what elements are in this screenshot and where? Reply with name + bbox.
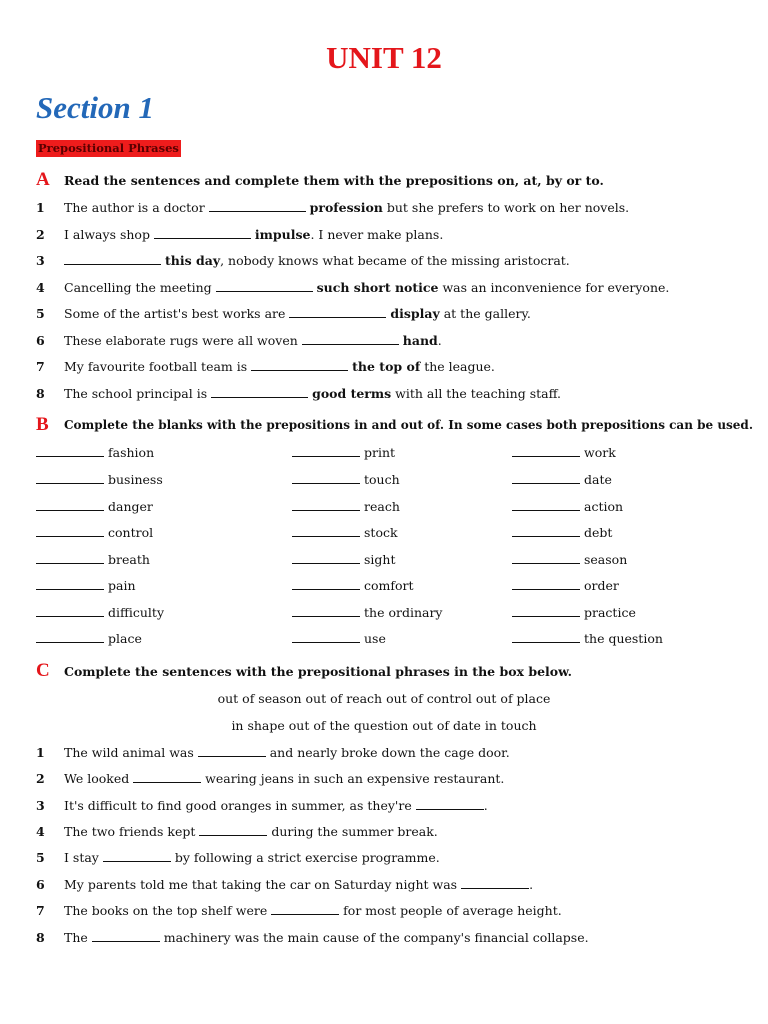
answer-blank[interactable] (416, 797, 484, 810)
answer-blank[interactable] (199, 823, 267, 836)
exercise-c-row (36, 823, 438, 841)
answer-blank[interactable] (36, 577, 104, 590)
answer-blank[interactable] (36, 444, 104, 457)
exercise-b-item (292, 604, 443, 622)
exercise-b-item (292, 551, 396, 569)
answer-blank[interactable] (512, 498, 580, 511)
exercise-b-item (36, 471, 163, 489)
answer-blank[interactable] (92, 929, 160, 942)
answer-blank[interactable] (292, 551, 360, 564)
answer-blank[interactable] (64, 252, 161, 265)
item-word: use (364, 631, 386, 646)
item-number: 6 (36, 333, 45, 348)
item-word: practice (584, 605, 636, 620)
answer-blank[interactable] (512, 524, 580, 537)
item-number: 2 (36, 227, 45, 242)
section-a-letter: A (36, 169, 50, 190)
section-c-header (36, 661, 572, 681)
item-number: 3 (36, 253, 45, 268)
exercise-b-item (36, 604, 164, 622)
answer-blank[interactable] (36, 551, 104, 564)
sentence-text: the league. (420, 359, 495, 374)
topic-label: Prepositional Phrases (38, 141, 179, 155)
answer-blank[interactable] (133, 770, 201, 783)
exercise-a-row (36, 226, 443, 244)
item-word: place (108, 631, 142, 646)
exercise-b-item (292, 630, 386, 648)
section-c-instruction: Complete the sentences with the prepositional phrases in the box below. (64, 663, 572, 679)
exercise-c-row (36, 849, 440, 867)
sentence-text: We looked (64, 771, 134, 786)
exercise-b-item (36, 630, 142, 648)
unit-title: UNIT 12 (326, 40, 442, 75)
item-number: 2 (36, 771, 45, 786)
answer-blank[interactable] (292, 630, 360, 643)
exercise-b-item (292, 524, 398, 542)
answer-blank[interactable] (36, 471, 104, 484)
item-word: difficulty (108, 605, 165, 620)
key-phrase: the top of (352, 359, 421, 374)
exercise-a-row (36, 279, 669, 297)
sentence-text: I always shop (64, 227, 154, 242)
exercise-a-row (36, 199, 629, 217)
sentence-text: by following a strict exercise programme. (170, 850, 440, 865)
exercise-b-item (292, 498, 400, 516)
item-word: debt (584, 525, 613, 540)
exercise-b-item (512, 498, 623, 516)
item-number: 7 (36, 359, 45, 374)
sentence-text: My favourite football team is (64, 359, 252, 374)
sentence-text: during the summer break. (267, 824, 438, 839)
answer-blank[interactable] (211, 385, 308, 398)
sentence-text: was an inconvenience for everyone. (438, 280, 670, 295)
exercise-a-row (36, 305, 531, 323)
sentence-text: The (64, 930, 92, 945)
item-word: comfort (364, 578, 414, 593)
item-word: fashion (108, 445, 155, 460)
sentence-text: wearing jeans in such an expensive restaurant. (201, 771, 505, 786)
exercise-b-item (36, 444, 154, 462)
exercise-b-item (36, 498, 153, 516)
sentence-text: machinery was the main cause of the company's financial collapse. (159, 930, 589, 945)
item-number: 5 (36, 306, 45, 321)
exercise-a-row (36, 332, 442, 350)
exercise-c-row (36, 929, 589, 947)
answer-blank[interactable] (103, 849, 171, 862)
sentence-text: . (529, 877, 534, 892)
exercise-c-row (36, 797, 488, 815)
phrase-box-line-1: out of season out of reach out of control out of place (217, 691, 551, 706)
answer-blank[interactable] (36, 498, 104, 511)
sentence-text: Some of the artist's best works are (64, 306, 290, 321)
item-word: work (584, 445, 616, 460)
section-a-instruction: Read the sentences and complete them with the prepositions on, at, by or to. (64, 172, 604, 188)
answer-blank[interactable] (512, 471, 580, 484)
key-phrase: hand (402, 333, 438, 348)
sentence-text: , nobody knows what became of the missing aristocrat. (220, 253, 570, 268)
exercise-b-item (36, 577, 136, 595)
exercise-b-item (292, 471, 400, 489)
item-word: pain (108, 578, 136, 593)
key-phrase: such short notice (316, 280, 439, 295)
answer-blank[interactable] (292, 604, 360, 617)
answer-blank[interactable] (512, 551, 580, 564)
answer-blank[interactable] (289, 305, 386, 318)
sentence-text: at the gallery. (439, 306, 531, 321)
item-word: business (108, 472, 163, 487)
item-number: 6 (36, 877, 45, 892)
sentence-text: with all the teaching staff. (391, 386, 562, 401)
item-number: 1 (36, 745, 45, 760)
sentence-text: The two friends kept (64, 824, 200, 839)
item-word: sight (364, 552, 396, 567)
item-number: 8 (36, 930, 45, 945)
answer-blank[interactable] (271, 902, 339, 915)
exercise-b-item (36, 524, 153, 542)
exercise-b-item (512, 551, 627, 569)
exercise-a-row (36, 358, 495, 376)
answer-blank[interactable] (512, 630, 580, 643)
exercise-b-item (512, 604, 636, 622)
exercise-b-item (512, 630, 663, 648)
sentence-text: but she prefers to work on her novels. (382, 200, 630, 215)
sentence-text: The wild animal was (64, 745, 198, 760)
answer-blank[interactable] (512, 604, 580, 617)
answer-blank[interactable] (216, 279, 313, 292)
exercise-a-row (36, 252, 570, 270)
section-a-header (36, 170, 604, 190)
item-word: print (364, 445, 396, 460)
item-word: touch (364, 472, 400, 487)
section-title: Section 1 (36, 90, 154, 125)
exercise-c-row (36, 876, 533, 894)
exercise-c-row (36, 770, 504, 788)
answer-blank[interactable] (154, 226, 251, 239)
answer-blank[interactable] (209, 199, 306, 212)
item-word: control (108, 525, 154, 540)
key-phrase: good terms (312, 386, 392, 401)
sentence-text: . (437, 333, 442, 348)
answer-blank[interactable] (292, 498, 360, 511)
sentence-text: The school principal is (64, 386, 212, 401)
key-phrase: this day (164, 253, 221, 268)
exercise-b-item (292, 444, 395, 462)
item-number: 1 (36, 200, 45, 215)
exercise-b-item (512, 444, 616, 462)
exercise-b-item (292, 577, 414, 595)
item-word: date (584, 472, 612, 487)
item-word: stock (364, 525, 398, 540)
item-word: reach (364, 499, 400, 514)
item-word: breath (108, 552, 150, 567)
item-word: season (584, 552, 628, 567)
exercise-b-item (36, 551, 150, 569)
exercise-c-row (36, 902, 562, 920)
section-b-header (36, 415, 753, 435)
item-word: danger (108, 499, 153, 514)
item-word: the question (584, 631, 663, 646)
item-number: 4 (36, 824, 45, 839)
sentence-text: The books on the top shelf were (64, 903, 272, 918)
answer-blank[interactable] (36, 630, 104, 643)
answer-blank[interactable] (292, 577, 360, 590)
item-number: 7 (36, 903, 45, 918)
item-number: 3 (36, 798, 45, 813)
exercise-b-item (512, 577, 619, 595)
sentence-text: It's difficult to find good oranges in summer, as they're (64, 798, 416, 813)
section-c-letter: C (36, 660, 50, 681)
key-phrase: impulse (254, 227, 311, 242)
sentence-text: . (483, 798, 488, 813)
answer-blank[interactable] (251, 358, 348, 371)
sentence-text: The author is a doctor (64, 200, 209, 215)
key-phrase: display (390, 306, 440, 321)
answer-blank[interactable] (36, 604, 104, 617)
section-b-letter: B (36, 414, 49, 435)
item-number: 8 (36, 386, 45, 401)
sentence-text: Cancelling the meeting (64, 280, 216, 295)
item-number: 5 (36, 850, 45, 865)
item-word: the ordinary (364, 605, 443, 620)
item-number: 4 (36, 280, 45, 295)
sentence-text: . I never make plans. (310, 227, 444, 242)
phrase-box-line-2: in shape out of the question out of date in touch (231, 718, 537, 733)
answer-blank[interactable] (198, 744, 266, 757)
sentence-text: These elaborate rugs were all woven (64, 333, 302, 348)
answer-blank[interactable] (461, 876, 529, 889)
answer-blank[interactable] (512, 444, 580, 457)
answer-blank[interactable] (512, 577, 580, 590)
sentence-text: for most people of average height. (339, 903, 562, 918)
sentence-text: My parents told me that taking the car on Saturday night was (64, 877, 462, 892)
exercise-b-item (512, 524, 612, 542)
answer-blank[interactable] (302, 332, 399, 345)
exercise-b-item (512, 471, 612, 489)
answer-blank[interactable] (292, 444, 360, 457)
answer-blank[interactable] (292, 471, 360, 484)
key-phrase: profession (309, 200, 383, 215)
exercise-a-row (36, 385, 561, 403)
answer-blank[interactable] (292, 524, 360, 537)
item-word: order (584, 578, 619, 593)
sentence-text: and nearly broke down the cage door. (265, 745, 510, 760)
section-b-instruction: Complete the blanks with the prepositions in and out of. In some cases both prepositions can be used. (64, 418, 753, 432)
answer-blank[interactable] (36, 524, 104, 537)
item-word: action (584, 499, 624, 514)
sentence-text: I stay (64, 850, 103, 865)
exercise-c-row (36, 744, 510, 762)
